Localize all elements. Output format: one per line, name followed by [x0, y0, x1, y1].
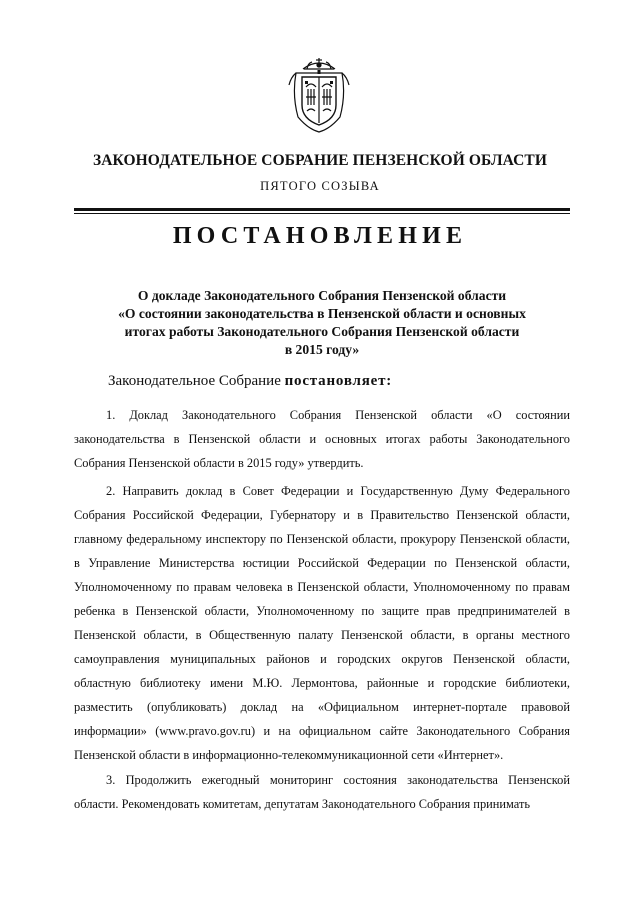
paragraph-1: 1. Доклад Законодательного Собрания Пензенской области «О состоянии законодательства в Пензенской области и основных итогах работы Законодательного Собрания Пензенской области в 2015 году» утвердить. [74, 408, 570, 470]
paragraph-2: 2. Направить доклад в Совет Федерации и Государственную Думу Федерального Собрания Российской Федерации, Губернатору и в Правительство Пензенской области, главному федеральному инспектору по Пензенской области, прокурору Пензенской области, в Управление Министерства юстиции Российской Федерации по Пензенской области, Уполномоченному по правам человека в Пензенской области, Уполномоченному по правам ребенка в Пензенской области, Уполномоченному по защите прав предпринимателей в Пензенской области, в Общественную палату Пензенской области, в органы местного самоуправления муниципальных районов и городских округов Пензенской области, областную библиотеку имени М.Ю. Лермонтова, районные и городские библиотеки, разместить (опубликовать) доклад на «Официальном интернет-портале правовой информации» (www.pravo.gov.ru) и на официальном сайте Законодательного Собрания Пензенской области в информационно-телекоммуникационной сети «Интернет». [74, 484, 570, 762]
resolution-title [74, 287, 570, 359]
coat-of-arms-icon [288, 55, 350, 133]
title-line: итогах работы Законодательного Собрания Пензенской области [124, 324, 520, 339]
preamble-verb: постановляет: [284, 373, 393, 389]
organization-name: ЗАКОНОДАТЕЛЬНОЕ СОБРАНИЕ ПЕНЗЕНСКОЙ ОБЛАСТИ [92, 152, 548, 169]
convocation-label: ПЯТОГО СОЗЫВА [260, 179, 380, 193]
document-type-heading: ПОСТАНОВЛЕНИЕ [172, 223, 468, 249]
preamble-subject: Законодательное Собрание [108, 373, 281, 389]
preamble [108, 373, 392, 390]
title-line: в 2015 году» [284, 342, 360, 357]
header-divider-thick [74, 208, 570, 211]
paragraph-3: 3. Продолжить ежегодный мониторинг состояния законодательства Пензенской области. Рекомендовать комитетам, депутатам Законодательного Собрания принимать [74, 773, 570, 811]
title-line: «О состоянии законодательства в Пензенской области и основных [118, 306, 526, 321]
header-divider-thin [74, 213, 570, 214]
title-line: О докладе Законодательного Собрания Пензенской области [137, 288, 507, 303]
